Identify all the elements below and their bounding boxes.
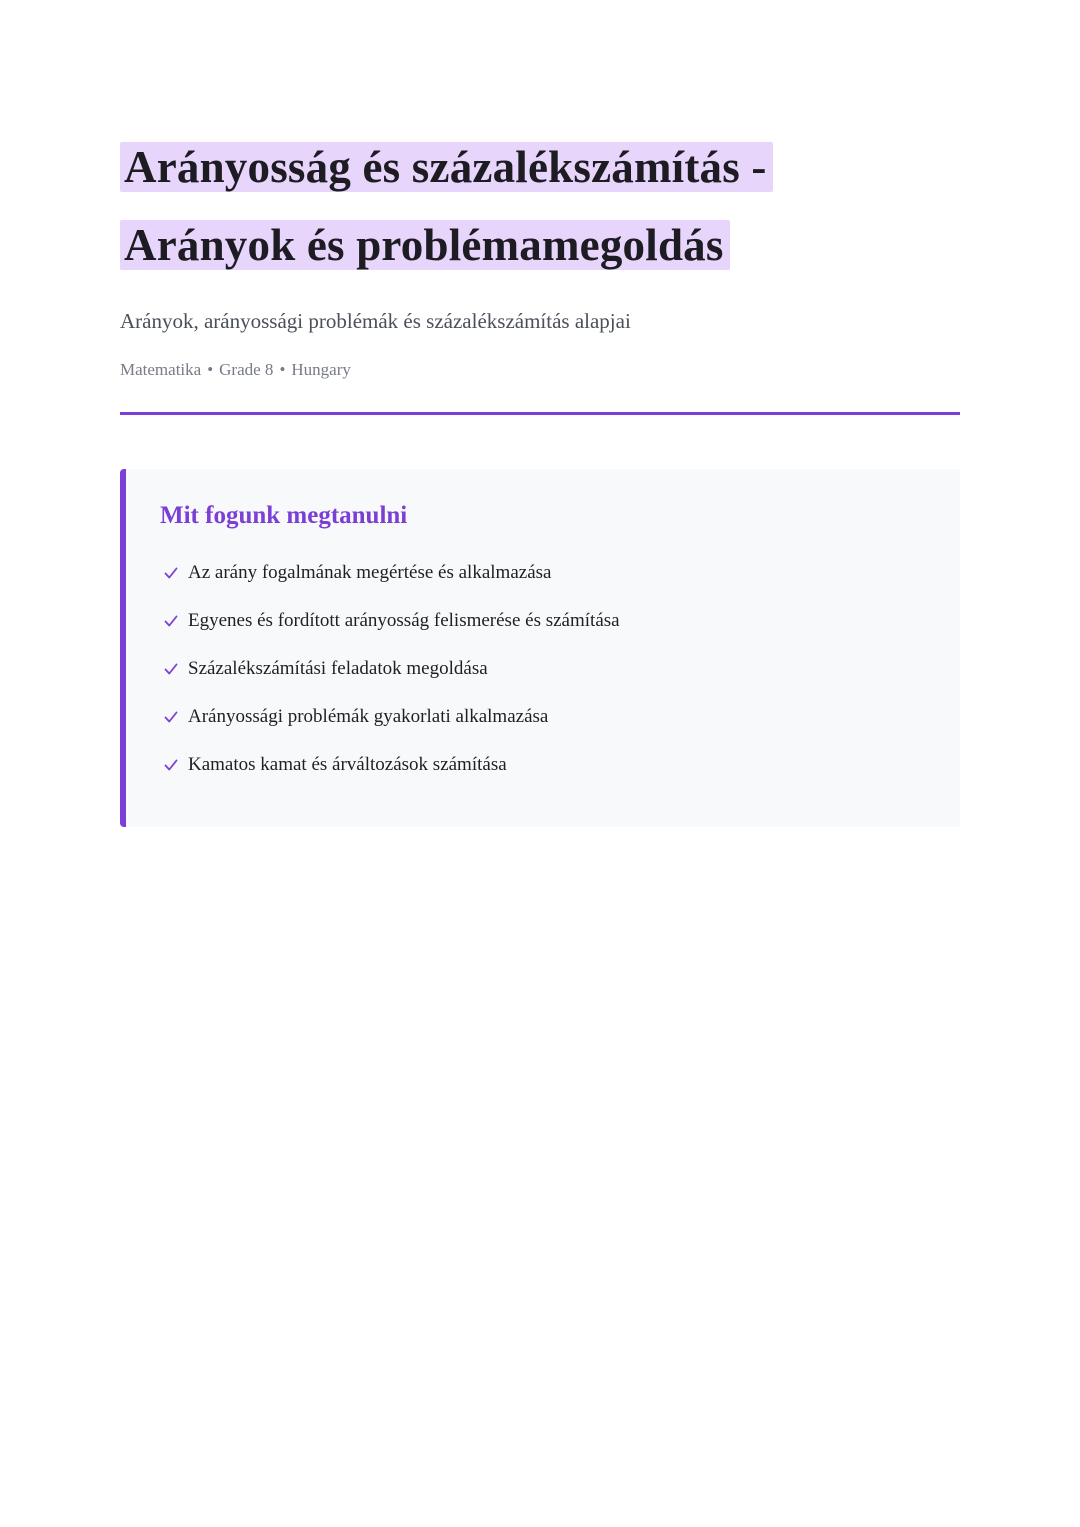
- objectives-heading: Mit fogunk megtanulni: [160, 502, 408, 529]
- meta-line: [120, 358, 960, 382]
- check-icon: [164, 566, 178, 580]
- header-divider: [120, 412, 960, 415]
- document-page: [120, 128, 960, 827]
- meta-separator: •: [207, 360, 214, 379]
- meta-grade: Grade 8: [219, 360, 274, 379]
- list-item: [160, 607, 926, 635]
- meta-country: Hungary: [291, 360, 351, 379]
- objectives-list: [160, 559, 926, 779]
- meta-separator: •: [279, 360, 286, 379]
- check-icon: [164, 758, 178, 772]
- check-icon: [164, 662, 178, 676]
- page-title: [120, 128, 960, 284]
- list-item: [160, 559, 926, 587]
- objective-text: Kamatos kamat és árváltozások számítása: [188, 754, 507, 775]
- learning-objectives-card: [120, 469, 960, 827]
- title-line-2: Arányok és problémamegoldás: [120, 220, 730, 270]
- page-subtitle: Arányok, arányossági problémák és százalékszámítás alapjai: [120, 309, 631, 333]
- title-line-1: Arányosság és százalékszámítás -: [120, 142, 773, 192]
- list-item: [160, 703, 926, 731]
- objective-text: Az arány fogalmának megértése és alkalmazása: [188, 562, 552, 583]
- objective-text: Százalékszámítási feladatok megoldása: [188, 658, 488, 679]
- list-item: [160, 655, 926, 683]
- meta-subject: Matematika: [120, 360, 202, 379]
- objective-text: Egyenes és fordított arányosság felismerése és számítása: [188, 610, 620, 631]
- check-icon: [164, 614, 178, 628]
- check-icon: [164, 710, 178, 724]
- list-item: [160, 751, 926, 779]
- objective-text: Arányossági problémák gyakorlati alkalmazása: [188, 706, 549, 727]
